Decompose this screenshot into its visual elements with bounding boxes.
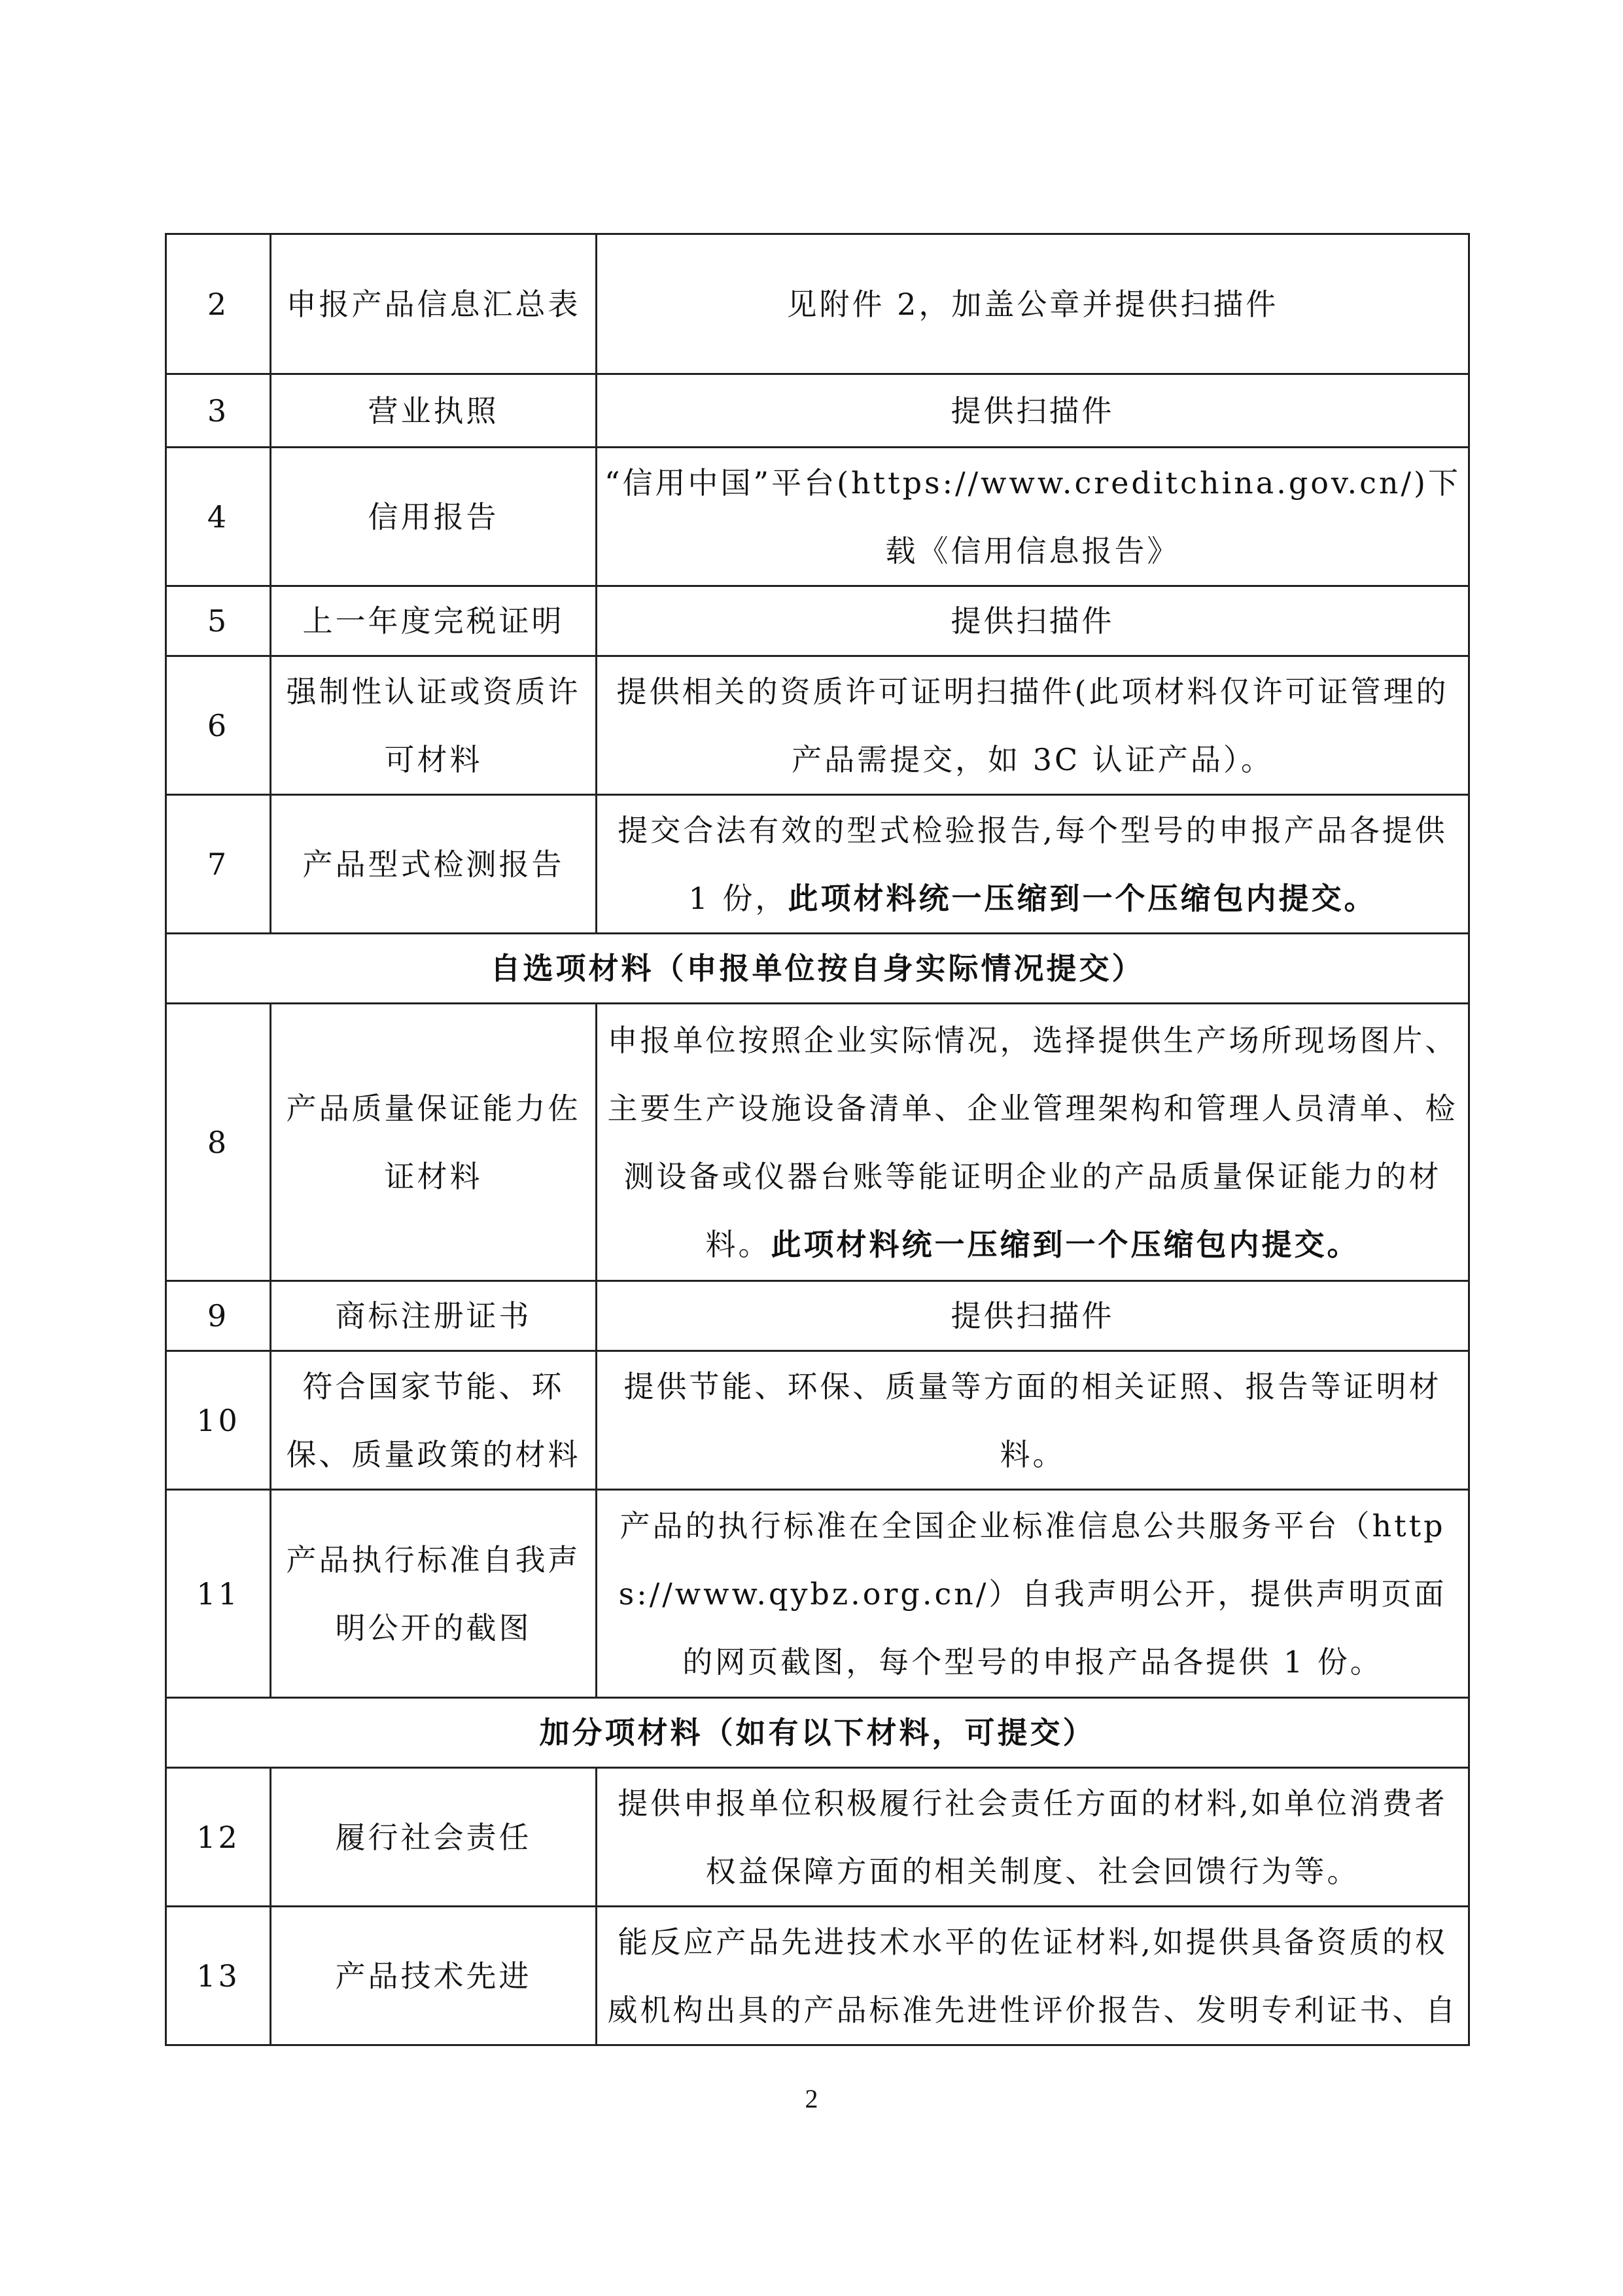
table-row (166, 1490, 1469, 1698)
item-description: “信用中国”平台(https://www.creditchina.gov.cn/)下载《信用信息报告》 (597, 448, 1469, 586)
item-name: 营业执照 (271, 374, 597, 448)
item-description: 提供扫描件 (597, 586, 1469, 656)
item-name: 商标注册证书 (271, 1281, 597, 1351)
table-row (166, 1907, 1469, 2045)
table-row (166, 586, 1469, 656)
description-emphasis: 此项材料统一压缩到一个压缩包内提交。 (788, 880, 1377, 916)
table-row (166, 448, 1469, 586)
item-description: 提供相关的资质许可证明扫描件(此项材料仅许可证管理的产品需提交，如 3C 认证产品）。 (597, 656, 1469, 795)
item-description (597, 1004, 1469, 1281)
item-name: 产品型式检测报告 (271, 795, 597, 934)
section-header-optional: 自选项材料（申报单位按自身实际情况提交） (166, 934, 1469, 1004)
row-number: 3 (166, 374, 271, 448)
item-name: 产品技术先进 (271, 1907, 597, 2045)
item-name: 强制性认证或资质许可材料 (271, 656, 597, 795)
item-name: 申报产品信息汇总表 (271, 234, 597, 374)
row-number: 6 (166, 656, 271, 795)
row-number: 4 (166, 448, 271, 586)
item-name: 信用报告 (271, 448, 597, 586)
table-row (166, 1281, 1469, 1351)
table-row (166, 1004, 1469, 1281)
page-number: 2 (805, 2084, 818, 2113)
section-header-bonus: 加分项材料（如有以下材料，可提交） (166, 1698, 1469, 1768)
section-row-bonus (166, 1698, 1469, 1768)
item-name: 符合国家节能、环保、质量政策的材料 (271, 1351, 597, 1490)
item-name: 产品质量保证能力佐证材料 (271, 1004, 597, 1281)
row-number: 12 (166, 1768, 271, 1907)
item-description: 见附件 2，加盖公章并提供扫描件 (597, 234, 1469, 374)
item-name: 产品执行标准自我声明公开的截图 (271, 1490, 597, 1698)
table-row (166, 234, 1469, 374)
item-description: 提供节能、环保、质量等方面的相关证照、报告等证明材料。 (597, 1351, 1469, 1490)
section-row-optional (166, 934, 1469, 1004)
description-emphasis: 此项材料统一压缩到一个压缩包内提交。 (771, 1226, 1360, 1262)
item-description: 提供申报单位积极履行社会责任方面的材料,如单位消费者权益保障方面的相关制度、社会回馈行为等。 (597, 1768, 1469, 1907)
row-number: 7 (166, 795, 271, 934)
description-text: 提交合法有效的型式检验报告,每个型号的申报产品各提供 1 份， (618, 812, 1448, 916)
description-text: 申报单位按照企业实际情况，选择提供生产场所现场图片、主要生产设施设备清单、企业管理架构和管理人员清单、检测设备或仪器台账等能证明企业的产品质量保证能力的材料。 (607, 1022, 1458, 1262)
table-row (166, 1768, 1469, 1907)
row-number: 10 (166, 1351, 271, 1490)
item-description: 能反应产品先进技术水平的佐证材料,如提供具备资质的权威机构出具的产品标准先进性评价报告、发明专利证书、自 (597, 1907, 1469, 2045)
table-row (166, 656, 1469, 795)
table-row (166, 795, 1469, 934)
item-description: 提供扫描件 (597, 374, 1469, 448)
table-row (166, 1351, 1469, 1490)
row-number: 2 (166, 234, 271, 374)
row-number: 11 (166, 1490, 271, 1698)
row-number: 9 (166, 1281, 271, 1351)
row-number: 5 (166, 586, 271, 656)
table-row (166, 374, 1469, 448)
item-description: 提供扫描件 (597, 1281, 1469, 1351)
item-name: 上一年度完税证明 (271, 586, 597, 656)
item-description: 产品的执行标准在全国企业标准信息公共服务平台（https://www.qybz.org.cn/）自我声明公开，提供声明页面的网页截图，每个型号的申报产品各提供 1 份。 (597, 1490, 1469, 1698)
row-number: 8 (166, 1004, 271, 1281)
item-name: 履行社会责任 (271, 1768, 597, 1907)
materials-table (165, 233, 1470, 2046)
item-description (597, 795, 1469, 934)
row-number: 13 (166, 1907, 271, 2045)
